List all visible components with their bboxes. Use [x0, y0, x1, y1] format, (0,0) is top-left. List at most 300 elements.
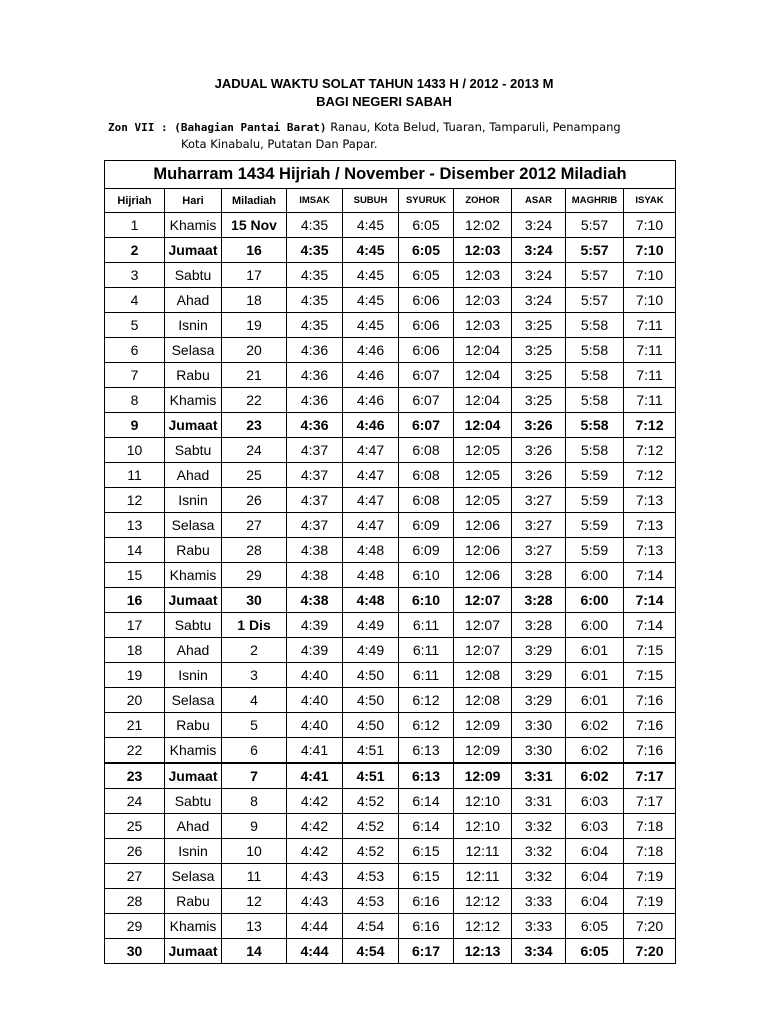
cell-syuruk: 6:16 — [399, 914, 454, 939]
cell-hijriah: 9 — [105, 413, 165, 438]
cell-hari: Jumaat — [165, 763, 222, 789]
cell-miladiah: 30 — [222, 588, 287, 613]
cell-imsak: 4:42 — [287, 839, 343, 864]
cell-subuh: 4:45 — [343, 213, 399, 238]
table-body — [105, 213, 676, 964]
cell-asar: 3:28 — [512, 588, 566, 613]
cell-hari: Isnin — [165, 839, 222, 864]
cell-hari: Jumaat — [165, 939, 222, 964]
cell-asar: 3:25 — [512, 313, 566, 338]
table-row — [105, 513, 676, 538]
cell-hari: Ahad — [165, 814, 222, 839]
cell-maghrib: 6:05 — [566, 914, 624, 939]
cell-isyak: 7:18 — [624, 839, 676, 864]
cell-hari: Rabu — [165, 538, 222, 563]
cell-zohor: 12:06 — [454, 563, 512, 588]
cell-isyak: 7:11 — [624, 388, 676, 413]
cell-imsak: 4:40 — [287, 663, 343, 688]
cell-subuh: 4:53 — [343, 864, 399, 889]
table-row — [105, 638, 676, 663]
cell-subuh: 4:50 — [343, 713, 399, 738]
cell-asar: 3:25 — [512, 338, 566, 363]
cell-asar: 3:29 — [512, 688, 566, 713]
cell-isyak: 7:16 — [624, 738, 676, 764]
cell-syuruk: 6:06 — [399, 288, 454, 313]
cell-miladiah: 8 — [222, 789, 287, 814]
cell-hijriah: 5 — [105, 313, 165, 338]
cell-miladiah: 9 — [222, 814, 287, 839]
table-caption: Muharram 1434 Hijriah / November - Disember 2012 Miladiah — [105, 161, 676, 189]
cell-maghrib: 6:01 — [566, 638, 624, 663]
cell-isyak: 7:13 — [624, 488, 676, 513]
cell-zohor: 12:12 — [454, 914, 512, 939]
cell-subuh: 4:47 — [343, 463, 399, 488]
cell-syuruk: 6:15 — [399, 839, 454, 864]
cell-imsak: 4:36 — [287, 338, 343, 363]
cell-subuh: 4:49 — [343, 638, 399, 663]
cell-zohor: 12:05 — [454, 488, 512, 513]
cell-hijriah: 29 — [105, 914, 165, 939]
cell-maghrib: 6:02 — [566, 738, 624, 764]
table-row — [105, 238, 676, 263]
cell-subuh: 4:54 — [343, 939, 399, 964]
cell-hijriah: 30 — [105, 939, 165, 964]
cell-asar: 3:29 — [512, 638, 566, 663]
cell-maghrib: 5:57 — [566, 263, 624, 288]
cell-imsak: 4:38 — [287, 588, 343, 613]
cell-imsak: 4:44 — [287, 939, 343, 964]
cell-isyak: 7:12 — [624, 413, 676, 438]
table-row — [105, 288, 676, 313]
cell-maghrib: 6:03 — [566, 789, 624, 814]
cell-asar: 3:32 — [512, 839, 566, 864]
cell-isyak: 7:10 — [624, 238, 676, 263]
cell-syuruk: 6:05 — [399, 263, 454, 288]
cell-isyak: 7:13 — [624, 513, 676, 538]
cell-syuruk: 6:05 — [399, 238, 454, 263]
cell-hari: Jumaat — [165, 588, 222, 613]
cell-asar: 3:25 — [512, 388, 566, 413]
cell-hijriah: 2 — [105, 238, 165, 263]
cell-asar: 3:24 — [512, 238, 566, 263]
cell-isyak: 7:10 — [624, 213, 676, 238]
cell-syuruk: 6:16 — [399, 889, 454, 914]
cell-maghrib: 5:59 — [566, 488, 624, 513]
cell-miladiah: 6 — [222, 738, 287, 764]
cell-isyak: 7:16 — [624, 713, 676, 738]
cell-imsak: 4:35 — [287, 213, 343, 238]
cell-subuh: 4:45 — [343, 288, 399, 313]
cell-asar: 3:24 — [512, 213, 566, 238]
cell-miladiah: 27 — [222, 513, 287, 538]
cell-isyak: 7:19 — [624, 864, 676, 889]
table-row — [105, 463, 676, 488]
cell-asar: 3:24 — [512, 288, 566, 313]
cell-hijriah: 19 — [105, 663, 165, 688]
cell-maghrib: 6:04 — [566, 889, 624, 914]
cell-miladiah: 19 — [222, 313, 287, 338]
col-header-subuh: SUBUH — [343, 189, 399, 213]
cell-miladiah: 22 — [222, 388, 287, 413]
cell-asar: 3:25 — [512, 363, 566, 388]
cell-subuh: 4:46 — [343, 363, 399, 388]
cell-zohor: 12:13 — [454, 939, 512, 964]
zone-description — [108, 119, 728, 152]
document-title: JADUAL WAKTU SOLAT TAHUN 1433 H / 2012 - 2013 M — [214, 76, 554, 91]
table-row — [105, 814, 676, 839]
cell-hijriah: 26 — [105, 839, 165, 864]
cell-hijriah: 8 — [105, 388, 165, 413]
cell-asar: 3:31 — [512, 763, 566, 789]
table-row — [105, 363, 676, 388]
cell-hari: Rabu — [165, 363, 222, 388]
zone-label: Zon VII — [108, 121, 155, 134]
cell-miladiah: 26 — [222, 488, 287, 513]
cell-asar: 3:32 — [512, 864, 566, 889]
cell-maghrib: 6:02 — [566, 763, 624, 789]
cell-miladiah: 5 — [222, 713, 287, 738]
cell-syuruk: 6:10 — [399, 563, 454, 588]
table-row — [105, 864, 676, 889]
cell-imsak: 4:38 — [287, 563, 343, 588]
table-row — [105, 613, 676, 638]
cell-syuruk: 6:07 — [399, 413, 454, 438]
table-row — [105, 213, 676, 238]
cell-subuh: 4:51 — [343, 738, 399, 764]
cell-zohor: 12:08 — [454, 688, 512, 713]
cell-syuruk: 6:07 — [399, 363, 454, 388]
cell-subuh: 4:48 — [343, 563, 399, 588]
prayer-times-table-wrap — [104, 160, 676, 964]
cell-maghrib: 6:00 — [566, 563, 624, 588]
cell-syuruk: 6:11 — [399, 663, 454, 688]
table-row — [105, 663, 676, 688]
cell-isyak: 7:18 — [624, 814, 676, 839]
table-row — [105, 338, 676, 363]
cell-syuruk: 6:09 — [399, 513, 454, 538]
cell-imsak: 4:37 — [287, 513, 343, 538]
cell-isyak: 7:20 — [624, 939, 676, 964]
cell-hijriah: 10 — [105, 438, 165, 463]
cell-imsak: 4:42 — [287, 814, 343, 839]
cell-hijriah: 12 — [105, 488, 165, 513]
cell-isyak: 7:11 — [624, 313, 676, 338]
cell-subuh: 4:46 — [343, 413, 399, 438]
cell-imsak: 4:41 — [287, 763, 343, 789]
cell-subuh: 4:46 — [343, 388, 399, 413]
cell-subuh: 4:47 — [343, 438, 399, 463]
cell-imsak: 4:40 — [287, 688, 343, 713]
cell-hari: Khamis — [165, 388, 222, 413]
cell-syuruk: 6:10 — [399, 588, 454, 613]
col-header-maghrib: MAGHRIB — [566, 189, 624, 213]
cell-zohor: 12:05 — [454, 463, 512, 488]
cell-maghrib: 5:58 — [566, 338, 624, 363]
cell-hari: Selasa — [165, 513, 222, 538]
cell-hari: Ahad — [165, 288, 222, 313]
cell-hijriah: 11 — [105, 463, 165, 488]
table-row — [105, 388, 676, 413]
cell-asar: 3:24 — [512, 263, 566, 288]
cell-hijriah: 28 — [105, 889, 165, 914]
cell-maghrib: 5:59 — [566, 463, 624, 488]
cell-maghrib: 5:58 — [566, 388, 624, 413]
cell-hari: Sabtu — [165, 613, 222, 638]
cell-maghrib: 6:05 — [566, 939, 624, 964]
cell-hari: Jumaat — [165, 413, 222, 438]
cell-syuruk: 6:07 — [399, 388, 454, 413]
zone-subarea: (Bahagian Pantai Barat) — [174, 121, 327, 134]
cell-isyak: 7:14 — [624, 563, 676, 588]
cell-asar: 3:31 — [512, 789, 566, 814]
cell-hijriah: 25 — [105, 814, 165, 839]
table-row — [105, 839, 676, 864]
cell-maghrib: 5:57 — [566, 213, 624, 238]
col-header-syuruk: SYURUK — [399, 189, 454, 213]
cell-zohor: 12:09 — [454, 763, 512, 789]
cell-zohor: 12:10 — [454, 814, 512, 839]
cell-asar: 3:33 — [512, 889, 566, 914]
cell-subuh: 4:53 — [343, 889, 399, 914]
cell-miladiah: 7 — [222, 763, 287, 789]
cell-hari: Isnin — [165, 488, 222, 513]
col-header-isyak: ISYAK — [624, 189, 676, 213]
cell-subuh: 4:52 — [343, 814, 399, 839]
table-row — [105, 588, 676, 613]
cell-miladiah: 16 — [222, 238, 287, 263]
cell-maghrib: 5:58 — [566, 438, 624, 463]
cell-maghrib: 6:04 — [566, 839, 624, 864]
cell-imsak: 4:40 — [287, 713, 343, 738]
column-header-row — [105, 189, 676, 213]
cell-isyak: 7:11 — [624, 363, 676, 388]
cell-miladiah: 23 — [222, 413, 287, 438]
cell-maghrib: 6:03 — [566, 814, 624, 839]
cell-hari: Khamis — [165, 914, 222, 939]
cell-zohor: 12:04 — [454, 338, 512, 363]
cell-isyak: 7:17 — [624, 763, 676, 789]
cell-hijriah: 14 — [105, 538, 165, 563]
cell-imsak: 4:36 — [287, 363, 343, 388]
cell-asar: 3:29 — [512, 663, 566, 688]
cell-asar: 3:27 — [512, 488, 566, 513]
cell-syuruk: 6:12 — [399, 688, 454, 713]
cell-miladiah: 10 — [222, 839, 287, 864]
cell-zohor: 12:07 — [454, 638, 512, 663]
cell-syuruk: 6:06 — [399, 338, 454, 363]
cell-imsak: 4:37 — [287, 488, 343, 513]
cell-isyak: 7:20 — [624, 914, 676, 939]
col-header-hari: Hari — [165, 189, 222, 213]
cell-imsak: 4:37 — [287, 438, 343, 463]
cell-asar: 3:27 — [512, 538, 566, 563]
cell-hijriah: 7 — [105, 363, 165, 388]
cell-hijriah: 3 — [105, 263, 165, 288]
table-row — [105, 488, 676, 513]
col-header-asar: ASAR — [512, 189, 566, 213]
cell-isyak: 7:12 — [624, 463, 676, 488]
cell-zohor: 12:09 — [454, 738, 512, 764]
cell-zohor: 12:03 — [454, 263, 512, 288]
cell-hari: Selasa — [165, 688, 222, 713]
cell-hijriah: 16 — [105, 588, 165, 613]
cell-zohor: 12:03 — [454, 313, 512, 338]
cell-imsak: 4:42 — [287, 789, 343, 814]
cell-miladiah: 11 — [222, 864, 287, 889]
cell-hari: Khamis — [165, 563, 222, 588]
cell-miladiah: 15 Nov — [222, 213, 287, 238]
cell-asar: 3:34 — [512, 939, 566, 964]
table-row — [105, 538, 676, 563]
cell-maghrib: 6:02 — [566, 713, 624, 738]
cell-subuh: 4:50 — [343, 688, 399, 713]
cell-zohor: 12:04 — [454, 413, 512, 438]
cell-hari: Khamis — [165, 738, 222, 764]
cell-miladiah: 12 — [222, 889, 287, 914]
col-header-miladiah: Miladiah — [222, 189, 287, 213]
cell-imsak: 4:35 — [287, 238, 343, 263]
cell-hijriah: 23 — [105, 763, 165, 789]
cell-isyak: 7:10 — [624, 288, 676, 313]
cell-imsak: 4:39 — [287, 638, 343, 663]
cell-zohor: 12:04 — [454, 388, 512, 413]
cell-subuh: 4:45 — [343, 263, 399, 288]
cell-syuruk: 6:14 — [399, 814, 454, 839]
cell-maghrib: 5:59 — [566, 513, 624, 538]
table-row — [105, 889, 676, 914]
cell-asar: 3:26 — [512, 413, 566, 438]
cell-syuruk: 6:11 — [399, 613, 454, 638]
cell-hijriah: 17 — [105, 613, 165, 638]
cell-subuh: 4:48 — [343, 538, 399, 563]
cell-imsak: 4:43 — [287, 864, 343, 889]
table-row — [105, 939, 676, 964]
cell-zohor: 12:07 — [454, 613, 512, 638]
cell-subuh: 4:52 — [343, 789, 399, 814]
cell-hijriah: 6 — [105, 338, 165, 363]
cell-hari: Selasa — [165, 338, 222, 363]
cell-hijriah: 24 — [105, 789, 165, 814]
cell-asar: 3:32 — [512, 814, 566, 839]
cell-subuh: 4:51 — [343, 763, 399, 789]
cell-isyak: 7:19 — [624, 889, 676, 914]
table-row — [105, 738, 676, 764]
cell-zohor: 12:09 — [454, 713, 512, 738]
cell-hari: Isnin — [165, 313, 222, 338]
cell-miladiah: 1 Dis — [222, 613, 287, 638]
cell-syuruk: 6:12 — [399, 713, 454, 738]
cell-hijriah: 21 — [105, 713, 165, 738]
cell-zohor: 12:05 — [454, 438, 512, 463]
cell-imsak: 4:41 — [287, 738, 343, 764]
cell-isyak: 7:15 — [624, 638, 676, 663]
cell-hari: Ahad — [165, 463, 222, 488]
cell-zohor: 12:06 — [454, 538, 512, 563]
cell-asar: 3:27 — [512, 513, 566, 538]
cell-imsak: 4:35 — [287, 288, 343, 313]
col-header-hijriah: Hijriah — [105, 189, 165, 213]
cell-miladiah: 14 — [222, 939, 287, 964]
cell-miladiah: 18 — [222, 288, 287, 313]
cell-hari: Rabu — [165, 889, 222, 914]
cell-subuh: 4:48 — [343, 588, 399, 613]
cell-imsak: 4:36 — [287, 388, 343, 413]
cell-imsak: 4:43 — [287, 889, 343, 914]
cell-maghrib: 6:04 — [566, 864, 624, 889]
cell-subuh: 4:52 — [343, 839, 399, 864]
cell-isyak: 7:13 — [624, 538, 676, 563]
cell-subuh: 4:45 — [343, 313, 399, 338]
cell-hijriah: 27 — [105, 864, 165, 889]
cell-asar: 3:30 — [512, 738, 566, 764]
table-row — [105, 313, 676, 338]
cell-hari: Isnin — [165, 663, 222, 688]
cell-hari: Rabu — [165, 713, 222, 738]
cell-isyak: 7:16 — [624, 688, 676, 713]
cell-subuh: 4:54 — [343, 914, 399, 939]
cell-zohor: 12:12 — [454, 889, 512, 914]
table-row — [105, 789, 676, 814]
cell-imsak: 4:35 — [287, 263, 343, 288]
cell-hari: Ahad — [165, 638, 222, 663]
table-row — [105, 438, 676, 463]
cell-zohor: 12:02 — [454, 213, 512, 238]
cell-maghrib: 5:57 — [566, 238, 624, 263]
cell-asar: 3:26 — [512, 438, 566, 463]
cell-miladiah: 20 — [222, 338, 287, 363]
cell-zohor: 12:04 — [454, 363, 512, 388]
cell-hijriah: 18 — [105, 638, 165, 663]
table-row — [105, 713, 676, 738]
cell-syuruk: 6:15 — [399, 864, 454, 889]
table-row — [105, 914, 676, 939]
table-row — [105, 688, 676, 713]
cell-maghrib: 5:59 — [566, 538, 624, 563]
cell-zohor: 12:06 — [454, 513, 512, 538]
table-row — [105, 563, 676, 588]
prayer-times-table — [104, 160, 676, 964]
cell-maghrib: 5:58 — [566, 313, 624, 338]
cell-subuh: 4:45 — [343, 238, 399, 263]
cell-isyak: 7:12 — [624, 438, 676, 463]
cell-syuruk: 6:11 — [399, 638, 454, 663]
cell-asar: 3:28 — [512, 613, 566, 638]
cell-imsak: 4:38 — [287, 538, 343, 563]
cell-hari: Sabtu — [165, 789, 222, 814]
cell-imsak: 4:35 — [287, 313, 343, 338]
cell-miladiah: 2 — [222, 638, 287, 663]
cell-maghrib: 5:57 — [566, 288, 624, 313]
cell-maghrib: 6:01 — [566, 663, 624, 688]
cell-subuh: 4:49 — [343, 613, 399, 638]
cell-subuh: 4:46 — [343, 338, 399, 363]
cell-asar: 3:26 — [512, 463, 566, 488]
cell-syuruk: 6:09 — [399, 538, 454, 563]
zone-places-line1: Ranau, Kota Belud, Tuaran, Tamparuli, Penampang — [326, 120, 621, 134]
cell-syuruk: 6:08 — [399, 438, 454, 463]
cell-miladiah: 13 — [222, 914, 287, 939]
cell-syuruk: 6:14 — [399, 789, 454, 814]
cell-imsak: 4:39 — [287, 613, 343, 638]
cell-hari: Sabtu — [165, 263, 222, 288]
cell-hijriah: 4 — [105, 288, 165, 313]
cell-syuruk: 6:08 — [399, 488, 454, 513]
cell-subuh: 4:47 — [343, 513, 399, 538]
cell-zohor: 12:07 — [454, 588, 512, 613]
cell-asar: 3:30 — [512, 713, 566, 738]
cell-syuruk: 6:05 — [399, 213, 454, 238]
cell-zohor: 12:03 — [454, 288, 512, 313]
